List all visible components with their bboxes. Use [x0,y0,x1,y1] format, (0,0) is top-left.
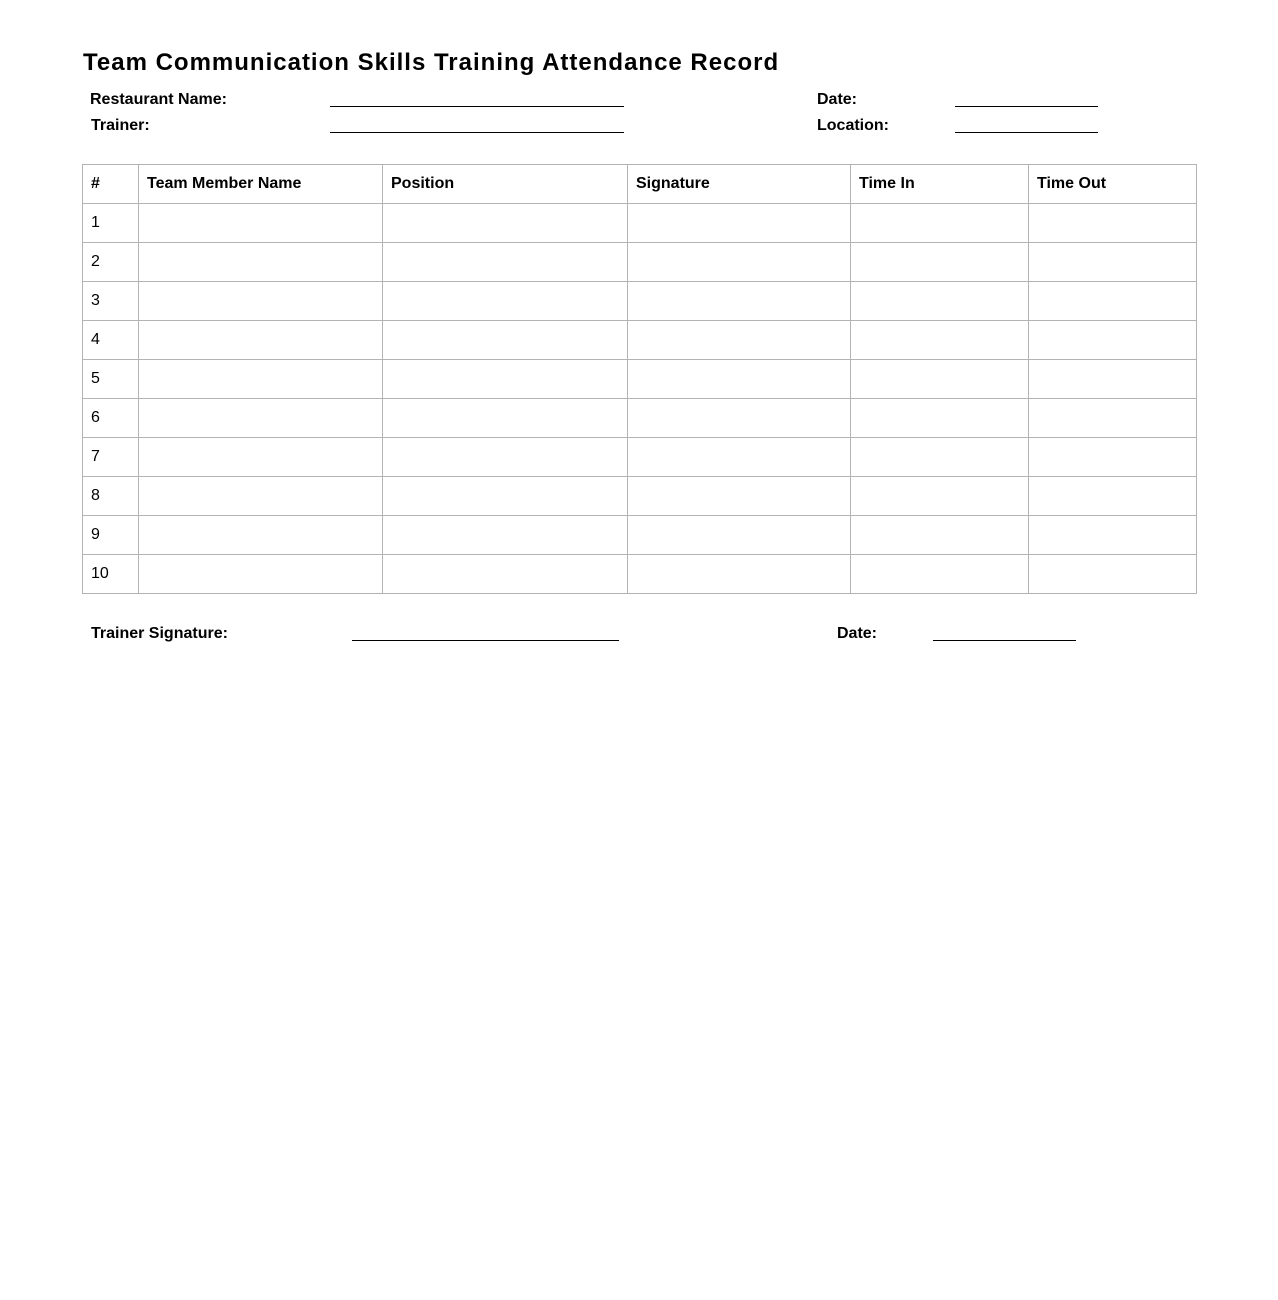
time-in-cell[interactable] [851,360,1029,399]
time-out-cell[interactable] [1029,477,1197,516]
table-header-row [83,165,1197,204]
team-member-name-cell[interactable] [139,516,383,555]
time-out-cell[interactable] [1029,204,1197,243]
team-member-name-cell[interactable] [139,477,383,516]
row-number: 9 [83,516,139,555]
table-row [83,399,1197,438]
table-row [83,243,1197,282]
time-out-cell[interactable] [1029,321,1197,360]
column-header-number: # [83,165,139,204]
page-title: Team Communication Skills Training Attendance Record [83,49,780,76]
restaurant-name-blank[interactable] [330,106,624,107]
row-number: 4 [83,321,139,360]
row-number: 2 [83,243,139,282]
row-number: 10 [83,555,139,594]
row-number: 3 [83,282,139,321]
table-row [83,360,1197,399]
time-in-cell[interactable] [851,204,1029,243]
trainer-label: Trainer: [91,117,150,134]
team-member-name-cell[interactable] [139,282,383,321]
row-number: 1 [83,204,139,243]
signature-cell[interactable] [628,321,851,360]
row-number: 5 [83,360,139,399]
time-in-cell[interactable] [851,438,1029,477]
time-in-cell[interactable] [851,516,1029,555]
trainer-blank[interactable] [330,132,624,133]
date-label: Date: [817,91,858,108]
team-member-name-cell[interactable] [139,555,383,594]
trainer-signature-blank[interactable] [352,640,619,641]
column-header-time-out: Time Out [1029,165,1197,204]
location-blank[interactable] [955,132,1098,133]
position-cell[interactable] [383,204,628,243]
time-out-cell[interactable] [1029,555,1197,594]
signature-cell[interactable] [628,555,851,594]
column-header-position: Position [383,165,628,204]
position-cell[interactable] [383,243,628,282]
time-in-cell[interactable] [851,243,1029,282]
time-in-cell[interactable] [851,282,1029,321]
signature-cell[interactable] [628,243,851,282]
signature-cell[interactable] [628,438,851,477]
footer-date-label: Date: [837,625,878,642]
time-in-cell[interactable] [851,477,1029,516]
column-header-team-member-name: Team Member Name [139,165,383,204]
time-out-cell[interactable] [1029,516,1197,555]
position-cell[interactable] [383,321,628,360]
footer-date-blank[interactable] [933,640,1076,641]
table-row [83,516,1197,555]
team-member-name-cell[interactable] [139,399,383,438]
date-blank[interactable] [955,106,1098,107]
table-row [83,555,1197,594]
signature-cell[interactable] [628,399,851,438]
position-cell[interactable] [383,477,628,516]
time-out-cell[interactable] [1029,399,1197,438]
column-header-signature: Signature [628,165,851,204]
time-out-cell[interactable] [1029,243,1197,282]
time-out-cell[interactable] [1029,360,1197,399]
signature-cell[interactable] [628,204,851,243]
position-cell[interactable] [383,360,628,399]
position-cell[interactable] [383,282,628,321]
team-member-name-cell[interactable] [139,243,383,282]
time-in-cell[interactable] [851,555,1029,594]
attendance-table [82,164,1197,594]
table-row [83,438,1197,477]
team-member-name-cell[interactable] [139,204,383,243]
team-member-name-cell[interactable] [139,360,383,399]
team-member-name-cell[interactable] [139,321,383,360]
table-row [83,282,1197,321]
time-in-cell[interactable] [851,399,1029,438]
restaurant-name-label: Restaurant Name: [90,91,227,108]
position-cell[interactable] [383,516,628,555]
time-in-cell[interactable] [851,321,1029,360]
signature-cell[interactable] [628,282,851,321]
table-row [83,477,1197,516]
time-out-cell[interactable] [1029,438,1197,477]
signature-cell[interactable] [628,477,851,516]
signature-cell[interactable] [628,360,851,399]
table-row [83,204,1197,243]
row-number: 7 [83,438,139,477]
team-member-name-cell[interactable] [139,438,383,477]
position-cell[interactable] [383,438,628,477]
location-label: Location: [817,117,889,134]
table-row [83,321,1197,360]
signature-cell[interactable] [628,516,851,555]
time-out-cell[interactable] [1029,282,1197,321]
column-header-time-in: Time In [851,165,1029,204]
position-cell[interactable] [383,555,628,594]
row-number: 8 [83,477,139,516]
row-number: 6 [83,399,139,438]
trainer-signature-label: Trainer Signature: [91,625,228,642]
position-cell[interactable] [383,399,628,438]
